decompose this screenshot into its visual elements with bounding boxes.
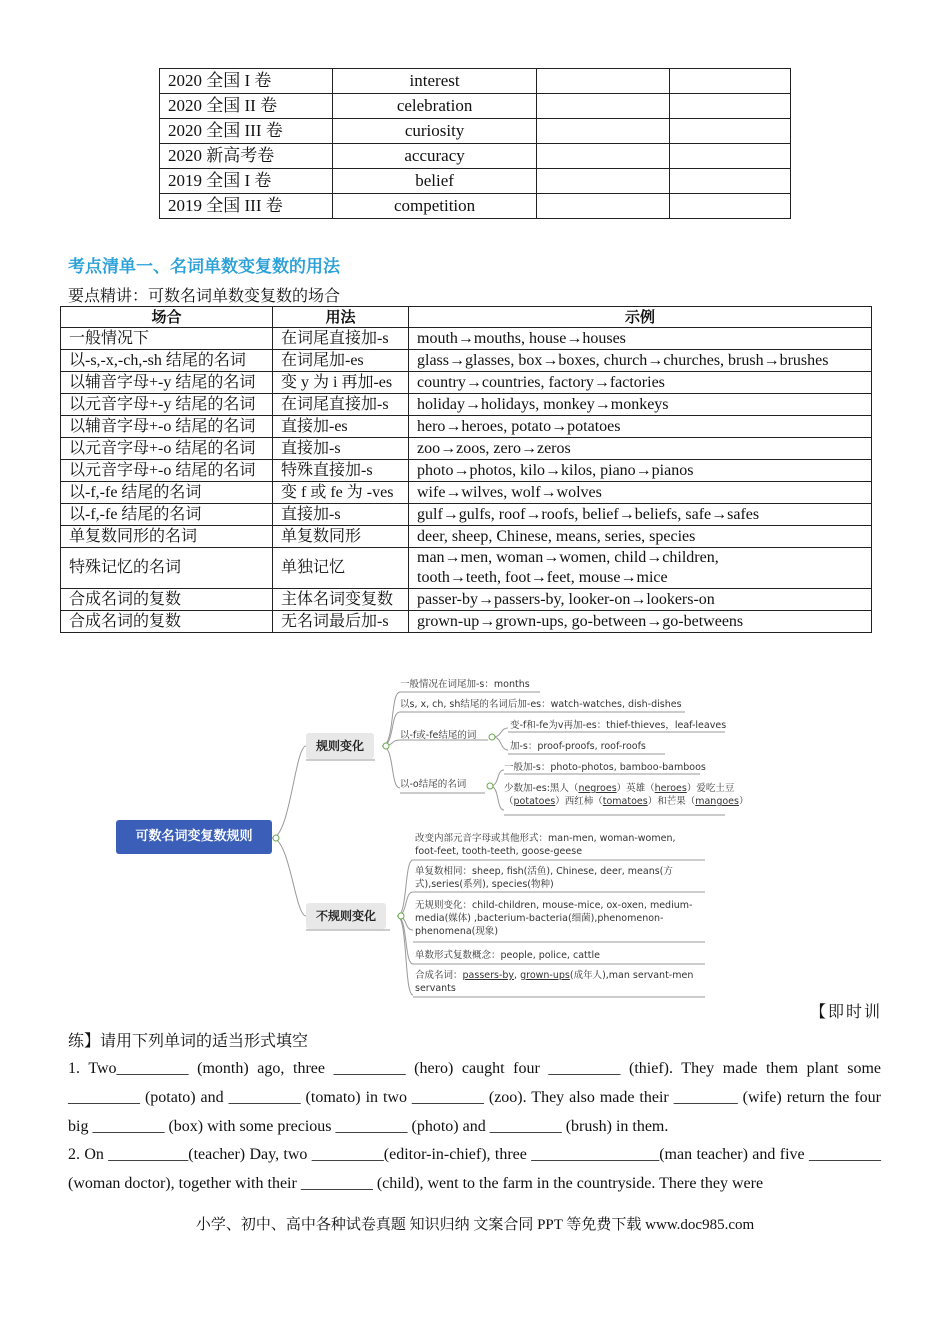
table-row: [160, 119, 791, 144]
practice-heading-tail: 【即时训: [809, 1004, 882, 1021]
exam-cell: 2019 全国 I 卷: [160, 169, 333, 194]
usage-cell: 特殊直接加-s: [273, 460, 409, 482]
example-cell: country→countries, factory→factories: [409, 372, 872, 394]
practice-heading: 练】请用下列单词的适当形式填空: [68, 1033, 309, 1050]
empty-cell: [670, 169, 791, 194]
example-cell: deer, sheep, Chinese, means, series, species: [409, 526, 872, 548]
example-cell: zoo→zoos, zero→zeros: [409, 438, 872, 460]
node-f-fe: 以-f或-fe结尾的词: [400, 730, 477, 741]
node-f-fe-ves: 变-f和-fe为v再加-es：thief-thieves，leaf-leaves: [510, 720, 727, 731]
usage-cell: 直接加-es: [273, 416, 409, 438]
node-same-form: [415, 865, 673, 891]
mindmap-word: potatoes: [513, 796, 556, 807]
example-cell: gulf→gulfs, roof→roofs, belief→beliefs, safe→safes: [409, 504, 872, 526]
table-row: [61, 460, 872, 482]
table-row: [61, 589, 872, 611]
mindmap-text: ）: [738, 796, 749, 807]
case-cell: 以辅音字母+-y 结尾的名词: [61, 372, 273, 394]
mindmap-word: negroes: [578, 783, 617, 794]
case-cell: 一般情况下: [61, 328, 273, 350]
case-cell: 以辅音字母+-o 结尾的名词: [61, 416, 273, 438]
example-line: man→men, woman→women, child→children,: [417, 549, 719, 566]
case-cell: 单复数同形的名词: [61, 526, 273, 548]
usage-cell: 单独记忆: [273, 548, 409, 589]
mindmap-line: 式),series(系列), species(物种): [415, 879, 554, 890]
case-cell: 以元音字母+-o 结尾的名词: [61, 460, 273, 482]
mindmap-text: ）和芒果（: [647, 796, 696, 807]
exam-cell: 2020 全国 II 卷: [160, 94, 333, 119]
table-row: [61, 350, 872, 372]
usage-cell: 在词尾直接加-s: [273, 328, 409, 350]
table-header-row: [61, 307, 872, 328]
section-title: 考点清单一、名词单数变复数的用法: [68, 257, 340, 277]
node-o-general: 一般加-s：photo-photos, bamboo-bamboos: [504, 762, 706, 773]
table-row: [61, 611, 872, 633]
empty-cell: [670, 194, 791, 219]
case-cell: 以元音字母+-y 结尾的名词: [61, 394, 273, 416]
example-cell: mouth→mouths, house→houses: [409, 328, 872, 350]
node-o-es: [504, 782, 748, 808]
example-cell: passer-by→passers-by, looker-on→lookers-on: [409, 589, 872, 611]
mindmap-text: ）西红柿（: [555, 796, 603, 807]
word-cell: interest: [332, 69, 537, 94]
mindmap-text: servants: [415, 983, 456, 994]
word-cell: belief: [332, 169, 537, 194]
mindmap-text: 合成名词：: [415, 970, 463, 981]
mindmap-word: tomatoes: [602, 796, 648, 807]
page-footer: 小学、初中、高中各种试卷真题 知识归纳 文案合同 PPT 等免费下载 www.doc985.com: [195, 1217, 755, 1233]
usage-cell: 在词尾加-es: [273, 350, 409, 372]
word-cell: curiosity: [332, 119, 537, 144]
plural-rules-mindmap: [110, 670, 749, 1000]
case-cell: 以-s,-x,-ch,-sh 结尾的名词: [61, 350, 273, 372]
example-cell: holiday→holidays, monkey→monkeys: [409, 394, 872, 416]
node-plural-form: 单数形式复数概念：people, police, cattle: [415, 950, 600, 961]
usage-cell: 在词尾直接加-s: [273, 394, 409, 416]
mindmap-word: passers-by: [462, 970, 515, 981]
mindmap-line: 单复数相同：sheep, fish(活鱼), Chinese, deer, means(方: [415, 866, 673, 877]
column-header-case: 场合: [61, 307, 273, 328]
mindmap-text: ）英雄（: [616, 783, 655, 794]
word-cell: accuracy: [332, 144, 537, 169]
table-row: [160, 144, 791, 169]
mindmap-word: heroes: [654, 783, 687, 794]
node-compound: [415, 969, 693, 995]
empty-cell: [537, 194, 670, 219]
empty-cell: [537, 94, 670, 119]
empty-cell: [537, 69, 670, 94]
table-row: [160, 69, 791, 94]
table-row: [61, 548, 872, 589]
example-cell: hero→heroes, potato→potatoes: [409, 416, 872, 438]
usage-cell: 变 y 为 i 再加-es: [273, 372, 409, 394]
table-row: [61, 504, 872, 526]
case-cell: 以-f,-fe 结尾的名词: [61, 482, 273, 504]
empty-cell: [670, 144, 791, 169]
empty-cell: [537, 144, 670, 169]
table-row: [61, 372, 872, 394]
empty-cell: [670, 119, 791, 144]
node-sxchsh: 以s, x, ch, sh结尾的名词后加-es：watch-watches, dish-dishes: [400, 699, 682, 710]
exam-word-table: [159, 68, 791, 219]
exam-cell: 2020 全国 I 卷: [160, 69, 333, 94]
table-row: [61, 394, 872, 416]
exam-cell: 2020 全国 III 卷: [160, 119, 333, 144]
node-general: 一般情况在词尾加-s：months: [400, 679, 530, 690]
case-cell: 合成名词的复数: [61, 611, 273, 633]
case-cell: 以元音字母+-o 结尾的名词: [61, 438, 273, 460]
mindmap-text: (成年人),man servant-men: [569, 970, 694, 981]
table-row: [61, 438, 872, 460]
case-cell: 合成名词的复数: [61, 589, 273, 611]
table-row: [61, 482, 872, 504]
example-cell: glass→glasses, box→boxes, church→churches, brush→brushes: [409, 350, 872, 372]
example-cell: [409, 548, 872, 589]
exam-cell: 2019 全国 III 卷: [160, 194, 333, 219]
mindmap-line: 改变内部元音字母或其他形式：man-men, woman-women,: [415, 833, 676, 844]
table-row: [61, 416, 872, 438]
case-cell: 以-f,-fe 结尾的名词: [61, 504, 273, 526]
case-cell: 特殊记忆的名词: [61, 548, 273, 589]
mindmap-text: 少数加-es:黑人（: [504, 783, 579, 794]
table-row: [160, 94, 791, 119]
node-no-rule: 无规则变化：child-children, mouse-mice, ox-oxen, medium-media(媒体) ,bacterium-bacteria(细菌),phenomenon-phenomena(现象): [415, 900, 693, 937]
usage-cell: 主体名词变复数: [273, 589, 409, 611]
example-cell: photo→photos, kilo→kilos, piano→pianos: [409, 460, 872, 482]
connector-root-irregular: [272, 838, 306, 916]
node-vowel: [415, 832, 676, 858]
mindmap-root: 可数名词变复数规则: [116, 820, 272, 854]
column-header-example: 示例: [409, 307, 872, 328]
mindmap-text: （: [504, 796, 514, 807]
branch-regular: 规则变化: [306, 733, 374, 759]
node-f-fe-s: 加-s：proof-proofs, roof-roofs: [510, 741, 646, 752]
mindmap-word: mangoes: [695, 796, 739, 807]
empty-cell: [670, 94, 791, 119]
node-o: 以-o结尾的名词: [400, 779, 467, 790]
question-1: 1. Two_________ (month) ago, three _________ (hero) caught four _________ (thief). They made them plant some _________ (potato) and _________ (tomato) in two _________ (zoo). They also made their ________ (wife) return the four big _________ (box) with some precious _________ (photo) and _________ (brush) in them.: [68, 1060, 881, 1135]
mindmap-text: ）爱吃土豆: [686, 783, 735, 794]
word-cell: celebration: [332, 94, 537, 119]
usage-cell: 直接加-s: [273, 504, 409, 526]
mindmap-line: foot-feet, tooth-teeth, goose-geese: [415, 846, 583, 857]
example-line: tooth→teeth, foot→feet, mouse→mice: [417, 569, 668, 586]
table-row: [61, 526, 872, 548]
plural-rules-table: [60, 306, 872, 633]
example-cell: grown-up→grown-ups, go-between→go-betweens: [409, 611, 872, 633]
empty-cell: [537, 169, 670, 194]
empty-cell: [537, 119, 670, 144]
question-2: 2. On __________(teacher) Day, two _________(editor-in-chief), three ________________(man teacher) and five _________ (woman doctor), together with their _________ (child), went to the farm in the countryside. There they were: [68, 1146, 881, 1192]
table-row: [160, 169, 791, 194]
usage-cell: 直接加-s: [273, 438, 409, 460]
usage-cell: 无名词最后加-s: [273, 611, 409, 633]
example-cell: wife→wilves, wolf→wolves: [409, 482, 872, 504]
connector-root-regular: [272, 746, 306, 838]
usage-cell: 单复数同形: [273, 526, 409, 548]
usage-cell: 变 f 或 fe 为 -ves: [273, 482, 409, 504]
column-header-usage: 用法: [273, 307, 409, 328]
word-cell: competition: [332, 194, 537, 219]
mindmap-word: grown-ups: [520, 970, 570, 981]
branch-irregular: 不规则变化: [306, 903, 386, 929]
table-row: [160, 194, 791, 219]
intro-text: 要点精讲：可数名词单数变复数的场合: [68, 288, 341, 305]
table-row: [61, 328, 872, 350]
mindmap-text: ,: [514, 970, 521, 981]
exam-cell: 2020 新高考卷: [160, 144, 333, 169]
empty-cell: [670, 69, 791, 94]
